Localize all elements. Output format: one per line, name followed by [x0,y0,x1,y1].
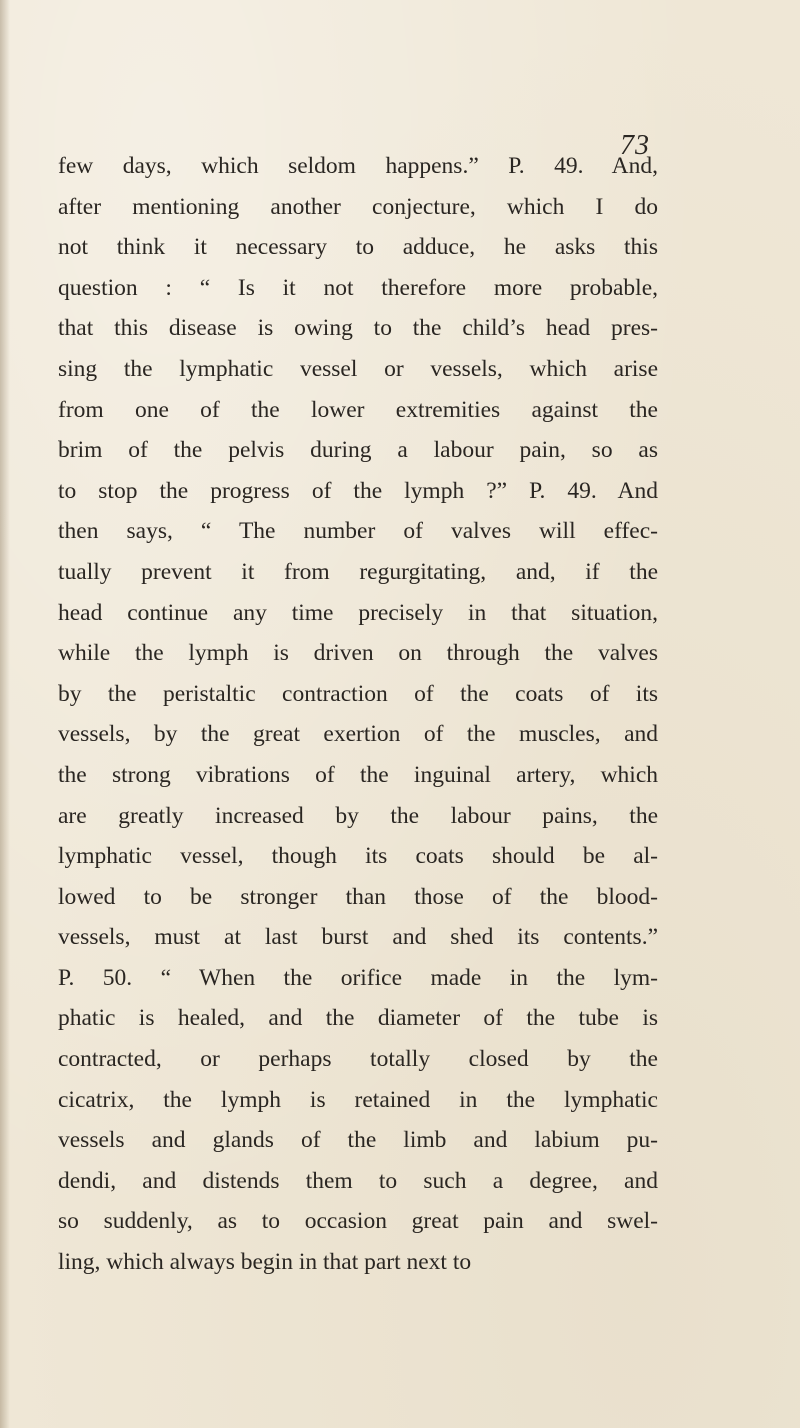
text-line: ling, which always begin in that part next to [58,1249,472,1276]
text-line: head continue any time precisely in that situation, [58,599,658,626]
text-line: question : “ Is it not therefore more probable, [58,274,658,301]
text-line: so suddenly, as to occasion great pain and swel- [58,1208,658,1235]
text-line: lymphatic vessel, though its coats should be al- [58,843,658,870]
text-line: after mentioning another conjecture, which I do [58,193,658,220]
text-line: P. 50. “ When the orifice made in the lym- [58,964,658,991]
text-line: vessels, by the great exertion of the muscles, and [58,721,658,748]
text-line: by the peristaltic contraction of the coats of its [58,680,658,707]
text-line: then says, “ The number of valves will effec- [58,518,658,545]
text-line: dendi, and distends them to such a degree, and [58,1167,658,1194]
text-line: vessels, must at last burst and shed its contents.” [58,924,658,951]
text-line: the strong vibrations of the inguinal artery, which [58,761,658,788]
text-line: sing the lymphatic vessel or vessels, which arise [58,355,658,382]
text-line: contracted, or perhaps totally closed by the [58,1046,658,1073]
text-line: tually prevent it from regurgitating, and, if the [58,558,658,585]
page-number: 73 [620,130,650,161]
text-line: cicatrix, the lymph is retained in the lymphatic [58,1086,658,1113]
text-line: that this disease is owing to the child’s head pres- [58,315,658,342]
page-binding-shadow [0,0,10,1428]
body-text [58,146,658,1283]
text-line: to stop the progress of the lymph ?” P. 49. And [58,477,658,504]
text-line: from one of the lower extremities against the [58,396,658,423]
text-line: vessels and glands of the limb and labium pu- [58,1127,658,1154]
text-line: not think it necessary to adduce, he asks this [58,234,658,261]
text-line: lowed to be stronger than those of the blood- [58,883,658,910]
text-line: are greatly increased by the labour pains, the [58,802,658,829]
text-line: phatic is healed, and the diameter of the tube is [58,1005,658,1032]
text-line: few days, which seldom happens.” P. 49. And, [58,153,658,179]
text-line: brim of the pelvis during a labour pain, so as [58,437,658,464]
text-line: while the lymph is driven on through the valves [58,640,658,667]
